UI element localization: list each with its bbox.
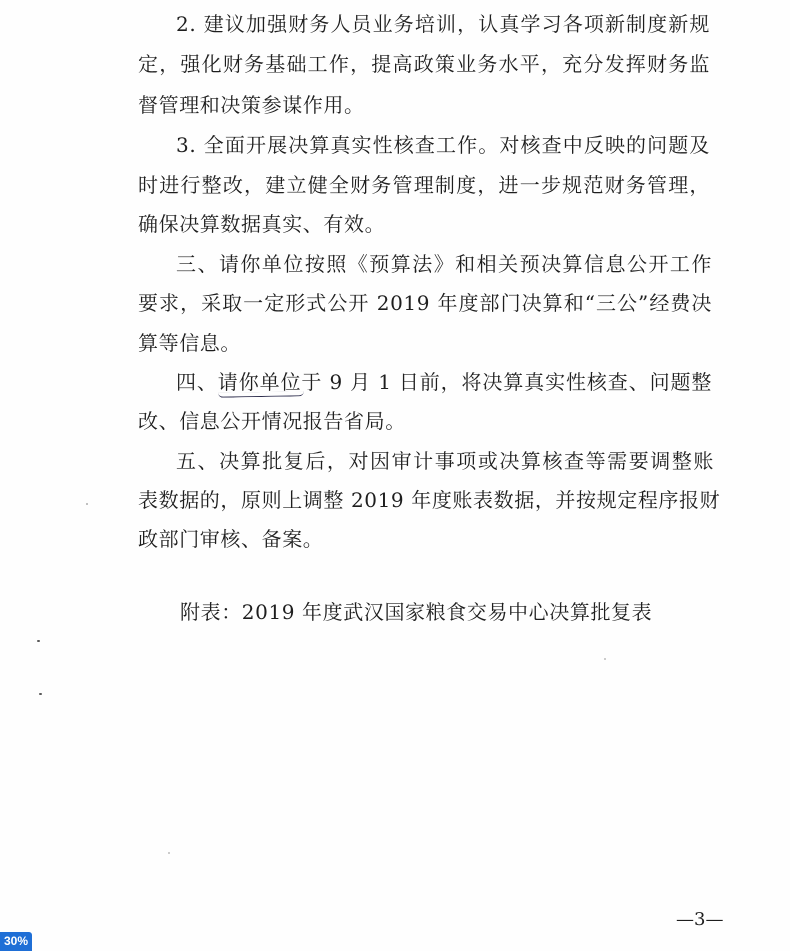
scan-speck [168,852,170,854]
page-number: —3— [676,909,724,930]
body-line-3: 督管理和决策参谋作用。 [138,93,365,117]
zoom-level-badge[interactable]: 30% [0,932,32,951]
body-line-13: 表数据的，原则上调整 2019 年度账表数据，并按规定程序报财 [138,488,721,512]
body-line-11: 改、信息公开情况报告省局。 [138,409,406,433]
scan-speck [86,503,88,505]
attachment-line: 附表：2019 年度武汉国家粮食交易中心决算批复表 [180,600,653,624]
body-line-8: 要求，采取一定形式公开 2019 年度部门决算和“三公”经费决 [138,291,712,315]
handwritten-underline [218,391,304,398]
body-line-10: 四、请你单位于 9 月 1 日前，将决算真实性核查、问题整 [176,370,712,394]
body-line-4: 3. 全面开展决算真实性核查工作。对核查中反映的问题及 [176,133,710,157]
body-line-1: 2. 建议加强财务人员业务培训，认真学习各项新制度新规 [176,12,710,36]
body-line-2: 定，强化财务基础工作，提高政策业务水平，充分发挥财务监 [138,52,710,76]
body-line-12: 五、决算批复后，对因审计事项或决算核查等需要调整账 [176,449,714,473]
body-line-14: 政部门审核、备案。 [138,527,324,551]
body-line-6: 确保决算数据真实、有效。 [138,212,386,236]
scan-speck [604,658,606,660]
body-line-5: 时进行整改，建立健全财务管理制度，进一步规范财务管理， [138,173,710,197]
body-line-9: 算等信息。 [138,331,241,355]
scan-speck [39,693,42,695]
body-line-7: 三、请你单位按照《预算法》和相关预决算信息公开工作 [176,252,712,276]
scan-speck [37,640,40,642]
